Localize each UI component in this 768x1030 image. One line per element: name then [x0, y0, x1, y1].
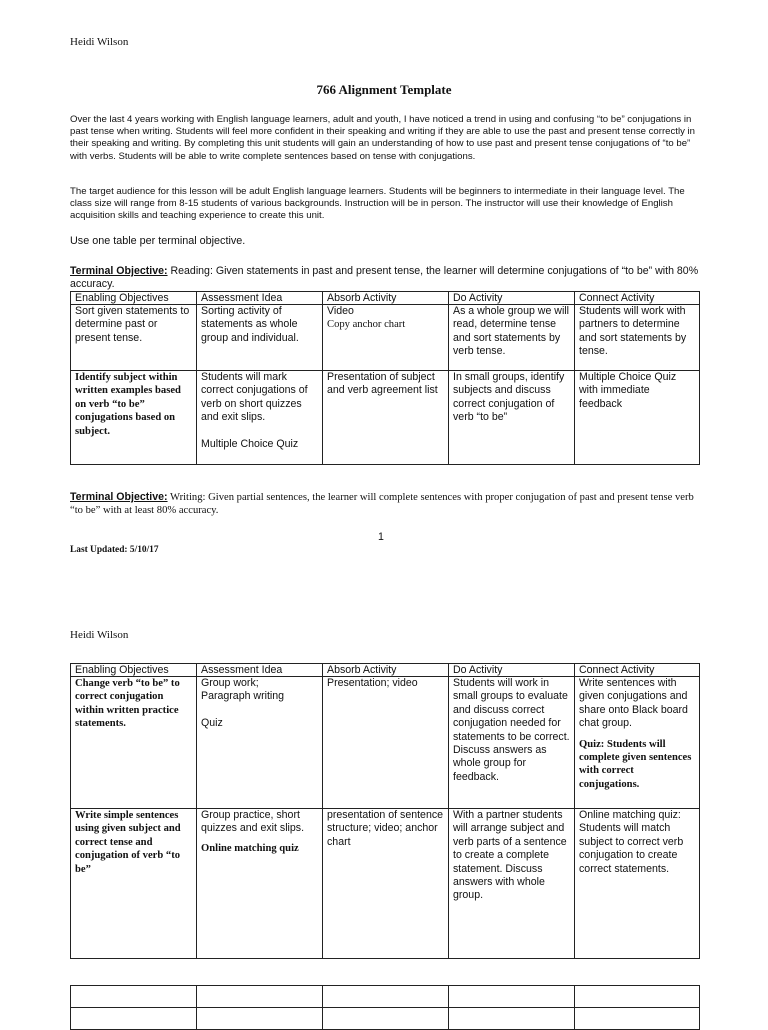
table-cell [323, 1008, 449, 1030]
table-cell [71, 986, 197, 1008]
last-updated: Last Updated: 5/10/17 [70, 545, 159, 555]
terminal-objective-label: Terminal Objective: [70, 265, 168, 277]
header-assessment-idea: Assessment Idea [197, 292, 323, 305]
author-name: Heidi Wilson [70, 36, 129, 48]
table-cell: Students will work with partners to determine and sort statements by tense. [575, 305, 700, 371]
table-cell: presentation of sentence structure; video; anchor chart [323, 809, 449, 959]
blank-table [70, 985, 700, 1030]
table-cell: As a whole group we will read, determine tense and sort statements by verb tense. [449, 305, 575, 371]
header-absorb-activity: Absorb Activity [323, 292, 449, 305]
table-cell: Change verb “to be” to correct conjugation within written practice statements. [71, 677, 197, 809]
header-absorb-activity: Absorb Activity [323, 664, 449, 677]
table-cell: With a partner students will arrange subject and verb parts of a sentence to create a complete statement. Discuss answers with whole group. [449, 809, 575, 959]
table-row [71, 986, 700, 1008]
table-cell: Presentation; video [323, 677, 449, 809]
alignment-table-writing [70, 663, 700, 959]
table-cell: Sort given statements to determine past or present tense. [71, 305, 197, 371]
header-connect-activity: Connect Activity [575, 664, 700, 677]
terminal-objective-label: Terminal Objective: [70, 491, 168, 503]
table-cell: Presentation of subject and verb agreement list [323, 371, 449, 465]
table-header-row [71, 292, 700, 305]
header-do-activity: Do Activity [449, 664, 575, 677]
table-cell: In small groups, identify subjects and discuss correct conjugation of verb “to be” [449, 371, 575, 465]
table-cell: Group practice, short quizzes and exit slips. Online matching quiz [197, 809, 323, 959]
alignment-table-reading [70, 291, 700, 465]
header-do-activity: Do Activity [449, 292, 575, 305]
intro-paragraph: Over the last 4 years working with English language learners, adult and youth, I have noticed a trend in using and confusing “to be” conjugations in past tense when writing. Students will feel more confident in their speaking and writing if they are able to use the past and present tense correctly in their speaking and writing. By completing this unit students will gain an understanding of how to use past and present tense conjugations of “to be” with verbs. Students will be able to write complete sentences based on tense with conjugations. [70, 114, 696, 162]
table-cell [449, 1008, 575, 1030]
table-cell: Video Copy anchor chart [323, 305, 449, 371]
table-cell: Students will work in small groups to evaluate and discuss correct conjugation needed for statements to be correct. Discuss answers as whole group for feedback. [449, 677, 575, 809]
table-cell [575, 986, 700, 1008]
table-cell: Sorting activity of statements as whole group and individual. [197, 305, 323, 371]
table-cell: Write simple sentences using given subject and correct tense and conjugation of verb “to be” [71, 809, 197, 959]
author-name-page2: Heidi Wilson [70, 629, 129, 641]
header-connect-activity: Connect Activity [575, 292, 700, 305]
table-header-row [71, 664, 700, 677]
document-title: 766 Alignment Template [316, 82, 452, 97]
page-number: 1 [378, 531, 384, 543]
terminal-objective-text: Reading: Given statements in past and present tense, the learner will determine conjugations of “to be” with 80% accuracy. [70, 265, 699, 290]
table-cell: Online matching quiz: Students will match subject to correct verb conjugation to create correct statements. [575, 809, 700, 959]
table-cell: Identify subject within written examples based on verb “to be” conjugations based on subject. [71, 371, 197, 465]
table-cell [323, 986, 449, 1008]
table-row [71, 677, 700, 809]
table-cell: Multiple Choice Quiz with immediate feedback [575, 371, 700, 465]
table-cell: Students will mark correct conjugations of verb on short quizzes and exit slips. Multiple Choice Quiz [197, 371, 323, 465]
table-cell: Group work; Paragraph writing Quiz [197, 677, 323, 809]
terminal-objective-text: Writing: Given partial sentences, the learner will complete sentences with proper conjugation of past and present tense verb “to be” with at least 80% accuracy. [70, 492, 694, 516]
table-cell: Write sentences with given conjugations and share onto Black board chat group. Quiz: Students will complete given sentences with correct conjugations. [575, 677, 700, 809]
terminal-objective-reading [70, 265, 700, 290]
table-row [71, 371, 700, 465]
table-row [71, 305, 700, 371]
table-cell [449, 986, 575, 1008]
header-enabling-objectives: Enabling Objectives [71, 292, 197, 305]
table-cell [575, 1008, 700, 1030]
table-row [71, 1008, 700, 1030]
audience-paragraph: The target audience for this lesson will be adult English language learners. Students will be beginners to intermediate in their language level. The class size will range from 8-15 students of various backgrounds. Instruction will be in person. The instructor will use their knowledge of English acquisition skills and teaching experience to create this unit. [70, 186, 685, 222]
terminal-objective-writing [70, 491, 700, 517]
table-cell [197, 986, 323, 1008]
table-row [71, 809, 700, 959]
table-cell [71, 1008, 197, 1030]
header-assessment-idea: Assessment Idea [197, 664, 323, 677]
table-cell [197, 1008, 323, 1030]
table-instruction: Use one table per terminal objective. [70, 235, 246, 247]
header-enabling-objectives: Enabling Objectives [71, 664, 197, 677]
